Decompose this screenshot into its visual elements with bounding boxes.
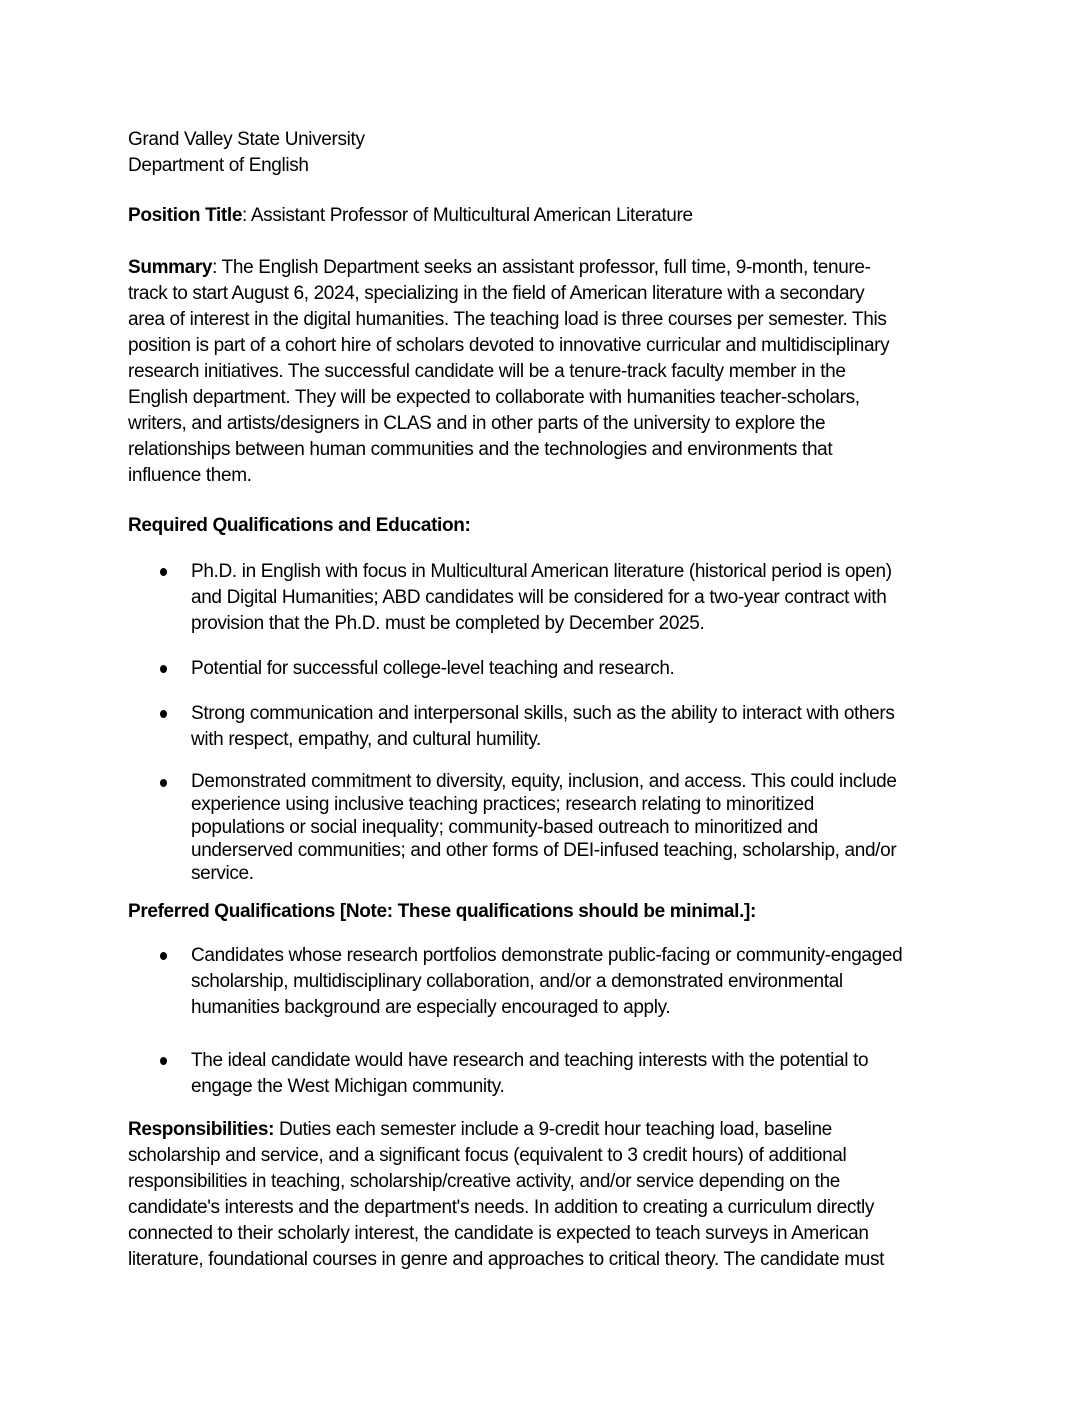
institution-name: Grand Valley State University [128,129,365,150]
bullet-icon [160,710,167,718]
position-title-label: Position Title [128,205,243,226]
list-item [128,943,958,1021]
list-item-line: scholarship, multidisciplinary collaboration, and/or a demonstrated environmental [191,971,843,992]
document-page [128,127,958,1273]
summary-line: : The English Department seeks an assistant professor, full time, 9-month, tenure- [212,257,871,278]
list-item-line: and Digital Humanities; ABD candidates will be considered for a two-year contract with [191,587,887,608]
bullet-icon [160,665,167,673]
list-item-line: Demonstrated commitment to diversity, equity, inclusion, and access. This could include [191,771,897,792]
list-item-line: experience using inclusive teaching practices; research relating to minoritized [191,794,814,815]
responsibilities-label: Responsibilities: [128,1119,275,1140]
list-item [128,559,958,637]
list-item-line: Strong communication and interpersonal skills, such as the ability to interact with others [191,703,895,724]
responsibilities-line: candidate's interests and the department's needs. In addition to creating a curriculum directly [128,1197,875,1218]
summary-label: Summary [128,257,213,278]
responsibilities-line: responsibilities in teaching, scholarship/creative activity, and/or service depending on the [128,1171,841,1192]
list-item-line: underserved communities; and other forms of DEI-infused teaching, scholarship, and/or [191,840,897,861]
list-item [128,1048,958,1100]
summary-line: influence them. [128,465,252,486]
position-title-value: : Assistant Professor of Multicultural American Literature [242,205,693,226]
summary-line: area of interest in the digital humanities. The teaching load is three courses per semester. This [128,309,887,330]
list-item-line: Candidates whose research portfolios demonstrate public-facing or community-engaged [191,945,903,966]
summary-line: research initiatives. The successful candidate will be a tenure-track faculty member in the [128,361,846,382]
responsibilities-line: Duties each semester include a 9-credit hour teaching load, baseline [274,1119,832,1140]
list-item [128,701,958,753]
list-item [128,656,958,682]
list-item-line: provision that the Ph.D. must be completed by December 2025. [191,613,705,634]
list-item-line: populations or social inequality; community-based outreach to minoritized and [191,817,818,838]
summary-paragraph [128,255,958,489]
list-item-line: engage the West Michigan community. [191,1076,505,1097]
preferred-list [128,943,958,1100]
required-heading: Required Qualifications and Education: [128,515,471,536]
bullet-icon [160,568,167,576]
summary-line: relationships between human communities and the technologies and environments that [128,439,833,460]
list-item-line: The ideal candidate would have research and teaching interests with the potential to [191,1050,869,1071]
responsibilities-line: literature, foundational courses in genre and approaches to critical theory. The candidate must [128,1249,885,1270]
summary-line: position is part of a cohort hire of scholars devoted to innovative curricular and multidisciplinary [128,335,890,356]
summary-line: English department. They will be expected to collaborate with humanities teacher-scholars, [128,387,860,408]
list-item-line: humanities background are especially encouraged to apply. [191,997,671,1018]
header [128,127,958,179]
list-item-line: service. [191,863,254,884]
summary-line: writers, and artists/designers in CLAS and in other parts of the university to explore the [128,413,826,434]
list-item [128,770,958,885]
list-item-line: with respect, empathy, and cultural humility. [191,729,541,750]
preferred-heading: Preferred Qualifications [Note: These qualifications should be minimal.]: [128,901,756,922]
position-title [128,203,958,229]
bullet-icon [160,952,167,960]
bullet-icon [160,779,167,787]
responsibilities-paragraph [128,1117,958,1273]
summary-line: track to start August 6, 2024, specializing in the field of American literature with a secondary [128,283,865,304]
responsibilities-line: connected to their scholarly interest, the candidate is expected to teach surveys in American [128,1223,869,1244]
required-list [128,559,958,885]
department-name: Department of English [128,155,309,176]
list-item-line: Potential for successful college-level teaching and research. [191,658,675,679]
bullet-icon [160,1057,167,1065]
list-item-line: Ph.D. in English with focus in Multicultural American literature (historical period is open) [191,561,892,582]
responsibilities-line: scholarship and service, and a significant focus (equivalent to 3 credit hours) of additional [128,1145,847,1166]
